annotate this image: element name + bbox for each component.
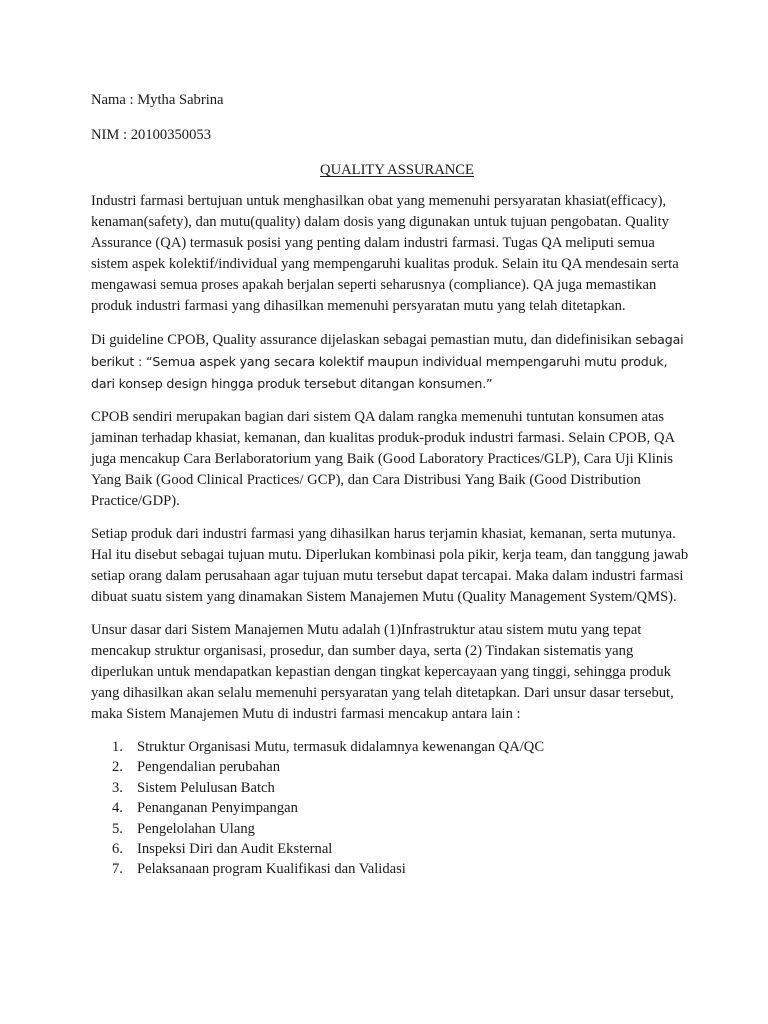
- list-item-text: Pengelolahan Ulang: [137, 820, 255, 837]
- paragraph-cpob-intro: Di guideline CPOB, Quality assurance dijelaskan sebagai pemastian mutu, dan didefinisikan: [91, 332, 632, 348]
- list-item-number: 1.: [112, 739, 123, 755]
- definition-quote: sebagai berikut : “Semua aspek yang secara kolektif maupun individual mempengaruhi mutu produk, dari konsep design hingga produk tersebut ditangan konsumen.”: [91, 332, 684, 391]
- paragraph-quality-goal: Setiap produk dari industri farmasi yang dihasilkan harus terjamin khasiat, kemanan, serta mutunya. Hal itu disebut sebagai tujuan mutu. Diperlukan kombinasi pola pikir, kerja team, dan tanggung jawab setiap orang dalam perusahaan agar tujuan mutu tersebut dapat tercapai. Maka dalam industri farmasi dibuat suatu sistem yang dinamakan Sistem Manajemen Mutu (Quality Management System/QMS).: [91, 526, 689, 605]
- list-item-text: Inspeksi Diri dan Audit Eksternal: [137, 841, 333, 858]
- list-item: [112, 778, 691, 798]
- list-item: [112, 859, 691, 879]
- list-item-number: 4.: [112, 800, 123, 817]
- student-name-line: Nama : Mytha Sabrina: [91, 92, 224, 108]
- document-body: [91, 90, 691, 880]
- paragraph-cpob-scope: CPOB sendiri merupakan bagian dari sistem QA dalam rangka memenuhi tuntutan konsumen atas jaminan terhadap khasiat, kemanan, dan kualitas produk-produk industri farmasi. Selain CPOB, QA juga mencakup Cara Berlaboratorium yang Baik (Good Laboratory Practices/GLP), Cara Uji Klinis Yang Baik (Good Clinical Practices/ GCP), dan Cara Distribusi Yang Baik (Good Distribution Practice/GDP).: [91, 409, 675, 509]
- paragraph-cpob-definition: [91, 329, 691, 395]
- document-title: QUALITY ASSURANCE: [320, 162, 474, 178]
- list-item-number: 6.: [112, 841, 123, 858]
- list-item-text: Struktur Organisasi Mutu, termasuk didalamnya kewenangan QA/QC: [137, 739, 545, 755]
- list-item: [112, 819, 691, 839]
- list-item: [112, 839, 691, 859]
- student-nim-line: NIM : 20100350053: [91, 127, 211, 143]
- list-item-text: Penanganan Penyimpangan: [137, 800, 298, 817]
- list-item: [112, 757, 691, 777]
- paragraph-qms-elements: Unsur dasar dari Sistem Manajemen Mutu adalah (1)Infrastruktur atau sistem mutu yang tepat mencakup struktur organisasi, prosedur, dan sumber daya, serta (2) Tindakan sistematis yang diperlukan untuk mendapatkan kepastian dengan tingkat kepercayaan yang tinggi, sehingga produk yang dihasilkan akan selalu memenuhi persyaratan yang telah ditetapkan. Dari unsur dasar tersebut, maka Sistem Manajemen Mutu di industri farmasi mencakup antara lain :: [91, 622, 674, 722]
- qms-list: [91, 737, 691, 880]
- list-item-number: 5.: [112, 820, 123, 837]
- list-item-number: 3.: [112, 779, 123, 796]
- list-item-text: Pelaksanaan program Kualifikasi dan Validasi: [137, 861, 406, 878]
- list-item: [112, 798, 691, 818]
- list-item-number: 7.: [112, 861, 123, 878]
- list-item: [112, 737, 691, 757]
- list-item-number: 2.: [112, 759, 123, 776]
- list-item-text: Pengendalian perubahan: [137, 759, 281, 776]
- paragraph-intro: Industri farmasi bertujuan untuk menghasilkan obat yang memenuhi persyaratan khasiat(efficacy), kenaman(safety), dan mutu(quality) dalam dosis yang digunakan untuk tujuan pengobatan. Quality Assurance (QA) termasuk posisi yang penting dalam industri farmasi. Tugas QA meliputi semua sistem aspek kolektif/individual yang mempengaruhi kualitas produk. Selain itu QA mendesain serta mengawasi semua proses apakah berjalan seperti seharusnya (compliance). QA juga memastikan produk industri farmasi yang dihasilkan memenuhi persyaratan mutu yang telah ditetapkan.: [91, 193, 679, 314]
- list-item-text: Sistem Pelulusan Batch: [137, 779, 275, 796]
